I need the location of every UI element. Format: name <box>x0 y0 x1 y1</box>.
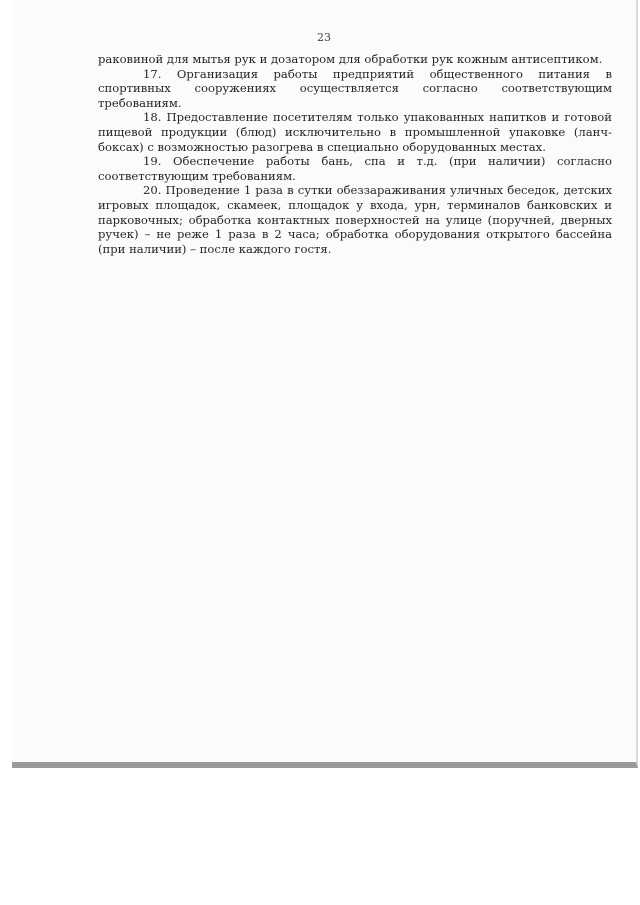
document-body <box>98 52 612 256</box>
page-number: 23 <box>317 31 331 44</box>
paragraph-item-20: 20. Проведение 1 раза в сутки обеззараживания уличных беседок, детских игровых площадок, скамеек, площадок у входа, урн, терминалов банковских и парковочных; обработка контактных поверхностей на улице (поручней, дверных ручек) – не реже 1 раза в 2 часа; обработка оборудования открытого бассейна (при наличии) – после каждого гостя. <box>98 183 612 256</box>
paragraph-item-19: 19. Обеспечение работы бань, спа и т.д. (при наличии) согласно соответствующим требованиям. <box>98 154 612 183</box>
paragraph-item-18: 18. Предоставление посетителям только упакованных напитков и готовой пищевой продукции (блюд) исключительно в промышленной упаковке (ланч-боксах) с возможностью разогрева в специально оборудованных местах. <box>98 110 612 154</box>
paragraph-continuation: раковиной для мытья рук и дозатором для обработки рук кожным антисептиком. <box>98 52 603 66</box>
paragraph-item-17: 17. Организация работы предприятий общественного питания в спортивных сооружениях осуществляется согласно соответствующим требованиям. <box>98 66 612 110</box>
scanned-sheet <box>12 0 638 768</box>
